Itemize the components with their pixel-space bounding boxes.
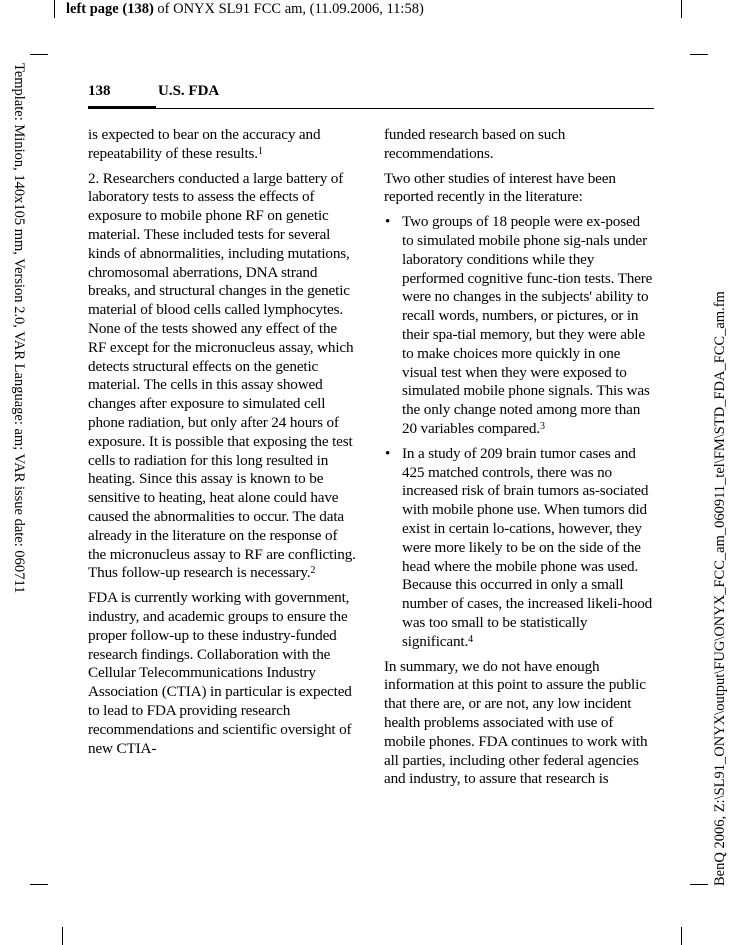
- footnote-ref: 1: [257, 145, 263, 157]
- left-column: [88, 126, 358, 764]
- running-head: [88, 83, 654, 105]
- crop-mark: [681, 0, 682, 18]
- footnote-ref: 2: [310, 565, 316, 577]
- footnote-ref: 4: [468, 633, 473, 645]
- footnote-ref: 3: [539, 420, 545, 432]
- template-info-sidebar: Template: Minion, 140x105 mm, Version 2.0, VAR Language: am; VAR issue date: 060711: [11, 63, 27, 594]
- file-info: of ONYX SL91 FCC am, (11.09.2006, 11:58): [153, 1, 424, 17]
- bullet-item: • In a study of 209 brain tumor cases and 425 matched controls, there was no increased risk of brain tumors as-sociated with mobile phone use. When tumors did exist in certain lo-cations, however, they were more likely to be on the side of the head where the mobile phone was used. Because this occurred in only a small number of cases, the increased likeli-hood was too small to be statistically significant.$^4$: [384, 445, 654, 652]
- file-info-header: [66, 0, 424, 18]
- section-title: U.S. FDA: [158, 83, 220, 99]
- header-rule-accent: [88, 106, 156, 109]
- crop-mark: [30, 884, 48, 885]
- page-label: left page (138): [66, 1, 154, 17]
- paragraph: FDA is currently working with government, industry, and academic groups to ensure the proper follow-up to these industry-funded research findings. Collaboration with the Cellular Telecommunications Industry Association (CTIA) in particular is expected to lead to FDA providing research recommendations and scientific oversight of new CTIA-: [88, 589, 352, 757]
- bullet-item: • Two groups of 18 people were ex-posed to simulated mobile phone sig-nals under laboratory conditions while they performed cognitive func-tion tests. There were no changes in the subjects' ability to recall words, numbers, or pictures, or in their spa-tial memory, but they were able to make choices more quickly in one visual test when they were exposed to simulated mobile phone signals. This was the only change noted among more than 20 variables compared.$^3$: [384, 213, 654, 439]
- paragraph: In summary, we do not have enough information at this point to assure the public that there are, or are not, any low incident health problems associated with use of mobile phones. FDA continues to work with all parties, including other federal agencies and industry, to assure that research is: [384, 657, 648, 788]
- header-rule: [88, 108, 654, 109]
- file-path-sidebar: BenQ 2006, Z:\SL91_ONYX\output\FUG\ONYX_FCC_am_060911_tel\FM\STD_FDA_FCC_am.fm: [712, 291, 728, 886]
- crop-mark: [681, 927, 682, 945]
- crop-mark: [690, 884, 708, 885]
- crop-mark: [30, 54, 48, 55]
- crop-mark: [54, 0, 55, 18]
- paragraph: Two other studies of interest have been reported recently in the literature:: [384, 169, 616, 206]
- paragraph: funded research based on such recommendations.: [384, 126, 566, 162]
- paragraph: 2. Researchers conducted a large battery of laboratory tests to assess the effects of exposure to mobile phone RF on genetic material. These included tests for several kinds of abnormalities, including mutations, chromosomal aberrations, DNA strand breaks, and structural changes in the genetic material of blood cells called lymphocytes. None of the tests showed any effect of the RF except for the micronucleus assay, which detects structural effects on the genetic material. The cells in this assay showed changes after exposure to simulated cell phone radiation, but only after 24 hours of exposure. It is possible that exposing the test cells to radiation for this long resulted in heating. Since this assay is known to be sensitive to heating, heat alone could have caused the abnormalities to occur. The data already in the literature on the response of the micronucleus assay to RF are conflicting. Thus follow-up research is necessary.$^2$: [88, 169, 356, 582]
- crop-mark: [690, 54, 708, 55]
- paragraph: is expected to bear on the accuracy and repeatability of these results.$^1$: [88, 126, 321, 162]
- right-column: [384, 126, 654, 795]
- page-number: 138: [88, 83, 111, 99]
- crop-mark: [62, 927, 63, 945]
